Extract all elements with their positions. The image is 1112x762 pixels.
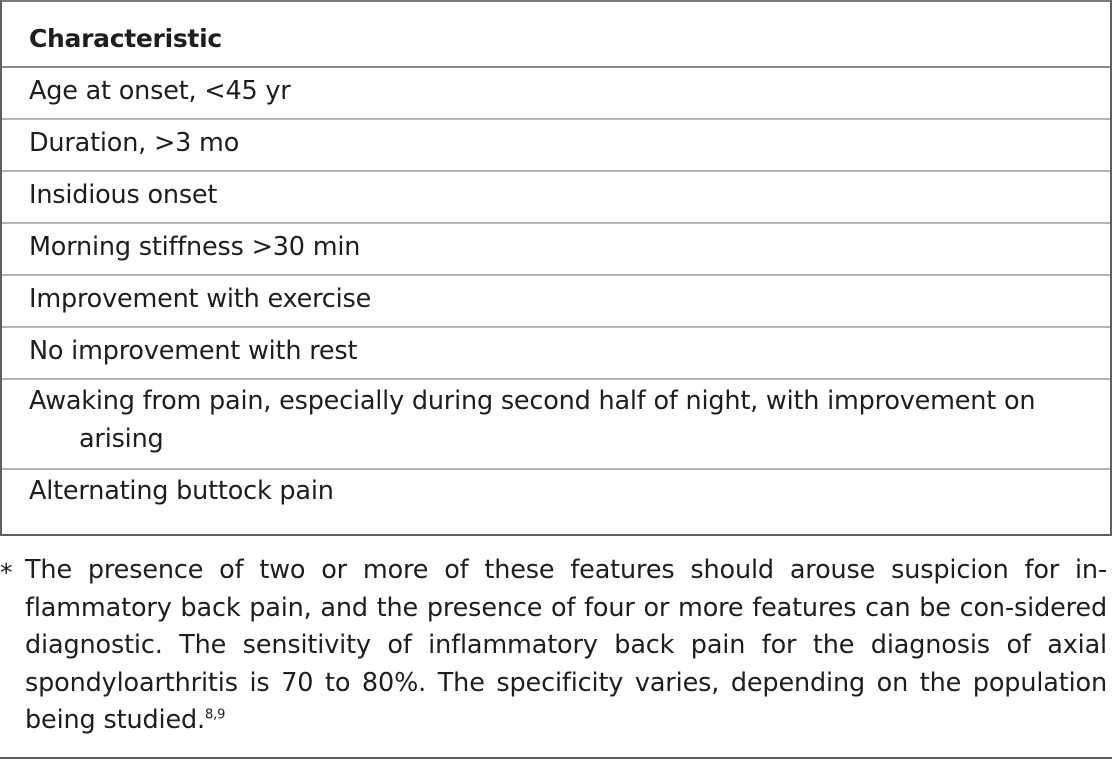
table-row	[2, 328, 1110, 378]
row-label: Alternating buttock pain	[29, 476, 334, 506]
table-row	[2, 470, 1110, 532]
table-row	[2, 66, 1110, 118]
bottom-rule	[0, 757, 1112, 759]
footnote-marker: *	[0, 558, 13, 587]
table-row	[2, 224, 1110, 274]
row-label: No improvement with rest	[29, 336, 358, 366]
table-row	[2, 380, 1110, 468]
row-label: Improvement with exercise	[29, 284, 372, 314]
footnote-text-block	[25, 552, 1107, 740]
table-row	[2, 120, 1110, 170]
footnote-text: The presence of two or more of these features should arouse suspicion for in-flammatory back pain, and the presence of four or more features can be con-sidered diagnostic. The sensitivity of inflammatory back pain for the diagnosis of axial spondyloarthritis is 70 to 80%. The specificity varies, depending on the population being studied.	[25, 555, 1107, 735]
row-label: Insidious onset	[29, 180, 218, 210]
row-label: Morning stiffness >30 min	[29, 232, 361, 262]
row-label: Age at onset, <45 yr	[29, 76, 291, 106]
table-header-row	[2, 2, 1110, 68]
column-header-characteristic: Characteristic	[29, 24, 222, 53]
row-label: Awaking from pain, especially during second half of night, with improvement on arising	[29, 386, 1036, 454]
table-row	[2, 172, 1110, 222]
table-row	[2, 276, 1110, 326]
footnote-references: 8,9	[205, 707, 226, 723]
row-label: Duration, >3 mo	[29, 128, 240, 158]
